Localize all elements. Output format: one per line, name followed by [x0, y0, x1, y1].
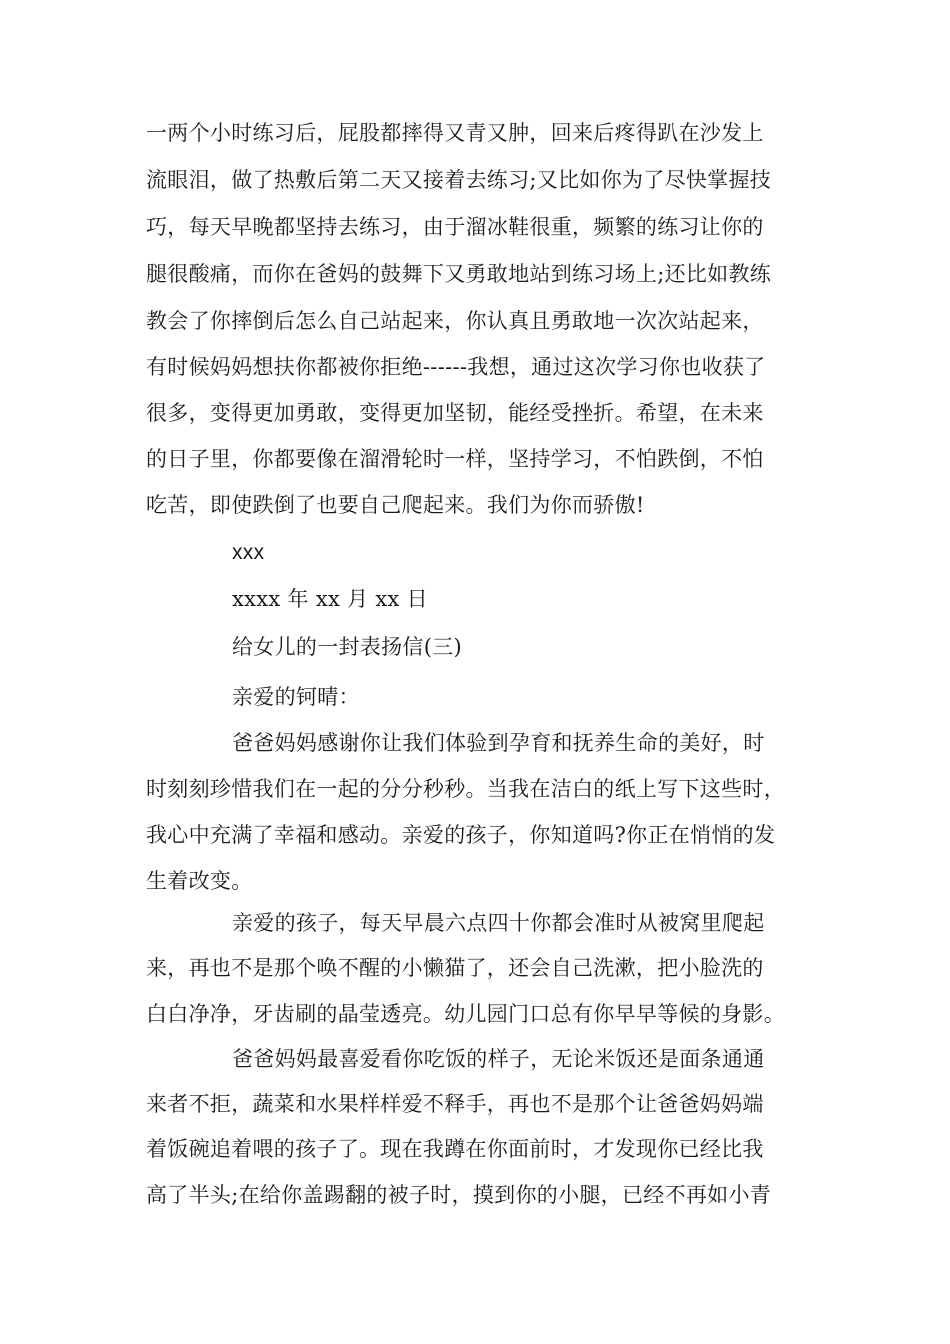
paragraph-2-line-4: 生着改变。: [146, 869, 253, 893]
paragraph-2-line-3: 我心中充满了幸福和感动。亲爱的孩子，你知道吗?你正在悄悄的发: [146, 823, 776, 847]
paragraph-3-line-2: 来，再也不是那个唤不醒的小懒猫了，还会自己洗漱，把小脸洗的: [146, 956, 764, 980]
paragraph-1-line-2: 流眼泪，做了热敷后第二天又接着去练习;又比如你为了尽快掌握技: [146, 168, 772, 192]
paragraph-4-line-2: 来者不拒，蔬菜和水果样样爱不释手，再也不是那个让爸爸妈妈端: [146, 1092, 764, 1116]
letter-title: 给女儿的一封表扬信(三): [232, 635, 462, 659]
paragraph-1-line-9: 吃苦，即使跌倒了也要自己爬起来。我们为你而骄傲!: [146, 493, 645, 517]
paragraph-2-line-2: 时刻刻珍惜我们在一起的分分秒秒。当我在洁白的纸上写下这些时，: [146, 777, 785, 801]
paragraph-1-line-3: 巧，每天早晚都坚持去练习，由于溜冰鞋很重，频繁的练习让你的: [146, 215, 764, 239]
signature-date: xxxx 年 xx 月 xx 日: [232, 587, 428, 611]
paragraph-4-line-3: 着饭碗追着喂的孩子了。现在我蹲在你面前时，才发现你已经比我: [146, 1137, 764, 1161]
paragraph-3-line-1: 亲爱的孩子，每天早晨六点四十你都会准时从被窝里爬起: [232, 911, 765, 935]
salutation: 亲爱的钶晴：: [232, 685, 360, 709]
paragraph-4-line-1: 爸爸妈妈最喜爱看你吃饭的样子，无论米饭还是面条通通: [232, 1047, 765, 1071]
paragraph-4-line-4: 高了半头;在给你盖踢翻的被子时，摸到你的小腿，已经不再如小青: [146, 1183, 772, 1207]
paragraph-1-line-1: 一两个小时练习后，屁股都摔得又青又肿，回来后疼得趴在沙发上: [146, 121, 764, 145]
paragraph-1-line-4: 腿很酸痛，而你在爸妈的鼓舞下又勇敢地站到练习场上;还比如教练: [146, 262, 772, 286]
paragraph-1-line-5: 教会了你摔倒后怎么自己站起来，你认真且勇敢地一次次站起来，: [146, 309, 764, 333]
paragraph-1-line-7: 很多，变得更加勇敢，变得更加坚韧，能经受挫折。希望，在未来: [146, 401, 764, 425]
paragraph-1-line-8: 的日子里，你都要像在溜滑轮时一样，坚持学习，不怕跌倒，不怕: [146, 447, 764, 471]
paragraph-2-line-1: 爸爸妈妈感谢你让我们体验到孕育和抚养生命的美好，时: [232, 731, 765, 755]
paragraph-1-line-6: 有时候妈妈想扶你都被你拒绝------我想，通过这次学习你也收获了: [146, 355, 766, 379]
signature-name: xxx: [232, 541, 265, 564]
paragraph-3-line-3: 白白净净，牙齿刷的晶莹透亮。幼儿园门口总有你早早等候的身影。: [146, 1002, 785, 1026]
